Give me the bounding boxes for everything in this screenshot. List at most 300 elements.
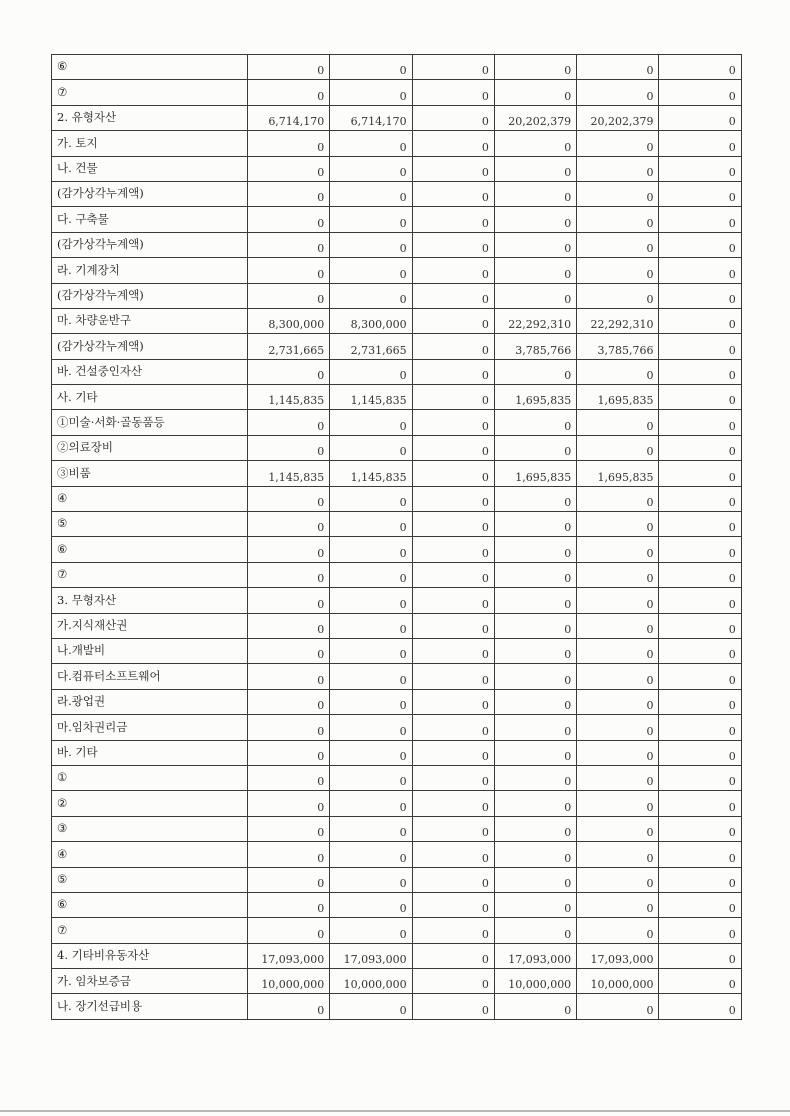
row-label: 가. 임차보증금 xyxy=(52,969,248,994)
amount-cell: 17,093,000 xyxy=(494,943,576,968)
row-label: 나. 건물 xyxy=(52,156,248,181)
amount-cell: 0 xyxy=(412,283,494,308)
amount-cell: 0 xyxy=(577,638,659,663)
row-label: (감가상각누계액) xyxy=(52,232,248,257)
amount-cell: 0 xyxy=(659,258,741,283)
amount-cell: 0 xyxy=(494,613,576,638)
row-label: ⑤ xyxy=(52,867,248,892)
amount-cell: 0 xyxy=(659,689,741,714)
table-row xyxy=(52,892,742,917)
amount-cell: 0 xyxy=(577,80,659,105)
amount-cell: 17,093,000 xyxy=(330,943,412,968)
amount-cell: 0 xyxy=(412,765,494,790)
amount-cell: 0 xyxy=(494,715,576,740)
amount-cell: 8,300,000 xyxy=(330,308,412,333)
amount-cell: 0 xyxy=(659,359,741,384)
table-row xyxy=(52,613,742,638)
amount-cell: 0 xyxy=(659,638,741,663)
amount-cell: 0 xyxy=(494,765,576,790)
amount-cell: 0 xyxy=(248,156,330,181)
amount-cell: 0 xyxy=(577,512,659,537)
amount-cell: 0 xyxy=(577,892,659,917)
row-label: ④ xyxy=(52,842,248,867)
table-row xyxy=(52,181,742,206)
table-row xyxy=(52,334,742,359)
amount-cell: 0 xyxy=(659,308,741,333)
amount-cell: 0 xyxy=(330,435,412,460)
amount-cell: 0 xyxy=(412,588,494,613)
amount-cell: 0 xyxy=(330,258,412,283)
amount-cell: 0 xyxy=(494,816,576,841)
amount-cell: 0 xyxy=(577,740,659,765)
amount-cell: 0 xyxy=(330,842,412,867)
amount-cell: 0 xyxy=(494,588,576,613)
amount-cell: 0 xyxy=(248,512,330,537)
amount-cell: 0 xyxy=(330,512,412,537)
amount-cell: 1,145,835 xyxy=(248,385,330,410)
amount-cell: 0 xyxy=(494,689,576,714)
amount-cell: 0 xyxy=(412,791,494,816)
row-label: 바. 기타 xyxy=(52,740,248,765)
amount-cell: 0 xyxy=(659,461,741,486)
row-label: 마. 차량운반구 xyxy=(52,308,248,333)
amount-cell: 0 xyxy=(248,131,330,156)
amount-cell: 0 xyxy=(659,816,741,841)
row-label: 사. 기타 xyxy=(52,385,248,410)
amount-cell: 0 xyxy=(494,435,576,460)
amount-cell: 0 xyxy=(248,435,330,460)
amount-cell: 0 xyxy=(659,435,741,460)
amount-cell: 0 xyxy=(494,207,576,232)
amount-cell: 0 xyxy=(330,664,412,689)
amount-cell: 0 xyxy=(330,207,412,232)
row-label: 2. 유형자산 xyxy=(52,105,248,130)
amount-cell: 1,145,835 xyxy=(330,385,412,410)
amount-cell: 0 xyxy=(248,715,330,740)
amount-cell: 0 xyxy=(330,156,412,181)
amount-cell: 0 xyxy=(330,232,412,257)
amount-cell: 0 xyxy=(577,156,659,181)
amount-cell: 3,785,766 xyxy=(494,334,576,359)
amount-cell: 0 xyxy=(412,842,494,867)
table-row xyxy=(52,435,742,460)
amount-cell: 22,292,310 xyxy=(577,308,659,333)
table-row xyxy=(52,943,742,968)
amount-cell: 0 xyxy=(494,842,576,867)
amount-cell: 0 xyxy=(494,156,576,181)
amount-cell: 0 xyxy=(659,385,741,410)
amount-cell: 0 xyxy=(330,740,412,765)
ledger-body xyxy=(52,55,742,1020)
table-row xyxy=(52,258,742,283)
amount-cell: 0 xyxy=(659,918,741,943)
amount-cell: 0 xyxy=(330,283,412,308)
row-label: ② xyxy=(52,791,248,816)
amount-cell: 0 xyxy=(330,765,412,790)
table-row xyxy=(52,740,742,765)
amount-cell: 0 xyxy=(659,740,741,765)
amount-cell: 0 xyxy=(659,588,741,613)
amount-cell: 0 xyxy=(248,410,330,435)
amount-cell: 0 xyxy=(577,816,659,841)
amount-cell: 0 xyxy=(330,562,412,587)
amount-cell: 1,695,835 xyxy=(577,461,659,486)
row-label: 라. 기계장치 xyxy=(52,258,248,283)
amount-cell: 0 xyxy=(330,486,412,511)
amount-cell: 0 xyxy=(494,80,576,105)
table-row xyxy=(52,918,742,943)
amount-cell: 0 xyxy=(412,232,494,257)
amount-cell: 0 xyxy=(412,689,494,714)
table-row xyxy=(52,969,742,994)
table-row xyxy=(52,55,742,80)
amount-cell: 0 xyxy=(248,918,330,943)
amount-cell: 0 xyxy=(330,892,412,917)
table-row xyxy=(52,664,742,689)
amount-cell: 0 xyxy=(412,816,494,841)
table-row xyxy=(52,867,742,892)
amount-cell: 0 xyxy=(248,588,330,613)
amount-cell: 0 xyxy=(248,232,330,257)
amount-cell: 0 xyxy=(659,283,741,308)
amount-cell: 0 xyxy=(330,537,412,562)
amount-cell: 0 xyxy=(577,765,659,790)
amount-cell: 0 xyxy=(659,537,741,562)
amount-cell: 0 xyxy=(412,461,494,486)
amount-cell: 0 xyxy=(494,892,576,917)
amount-cell: 0 xyxy=(248,842,330,867)
amount-cell: 0 xyxy=(412,740,494,765)
amount-cell: 1,145,835 xyxy=(330,461,412,486)
amount-cell: 0 xyxy=(248,994,330,1019)
asset-ledger-table xyxy=(51,54,742,1020)
amount-cell: 0 xyxy=(659,867,741,892)
amount-cell: 0 xyxy=(494,486,576,511)
amount-cell: 0 xyxy=(494,359,576,384)
amount-cell: 0 xyxy=(577,588,659,613)
amount-cell: 0 xyxy=(248,258,330,283)
amount-cell: 0 xyxy=(412,131,494,156)
amount-cell: 1,695,835 xyxy=(577,385,659,410)
row-label: 다.컴퓨터소프트웨어 xyxy=(52,664,248,689)
row-label: 4. 기타비유동자산 xyxy=(52,943,248,968)
row-label: 가.지식재산권 xyxy=(52,613,248,638)
table-row xyxy=(52,359,742,384)
amount-cell: 0 xyxy=(248,664,330,689)
page-bottom-edge xyxy=(0,1110,790,1112)
table-row xyxy=(52,715,742,740)
amount-cell: 0 xyxy=(412,969,494,994)
row-label: ③ xyxy=(52,816,248,841)
row-label: 라.광업권 xyxy=(52,689,248,714)
amount-cell: 0 xyxy=(577,486,659,511)
amount-cell: 0 xyxy=(412,156,494,181)
table-row xyxy=(52,994,742,1019)
amount-cell: 0 xyxy=(659,562,741,587)
amount-cell: 0 xyxy=(659,55,741,80)
amount-cell: 20,202,379 xyxy=(494,105,576,130)
amount-cell: 0 xyxy=(494,131,576,156)
amount-cell: 0 xyxy=(577,258,659,283)
amount-cell: 0 xyxy=(412,664,494,689)
amount-cell: 0 xyxy=(412,55,494,80)
amount-cell: 0 xyxy=(248,613,330,638)
amount-cell: 0 xyxy=(412,486,494,511)
amount-cell: 0 xyxy=(659,410,741,435)
amount-cell: 10,000,000 xyxy=(577,969,659,994)
amount-cell: 0 xyxy=(248,537,330,562)
row-label: ②의료장비 xyxy=(52,435,248,460)
table-row xyxy=(52,562,742,587)
amount-cell: 0 xyxy=(577,791,659,816)
amount-cell: 0 xyxy=(412,918,494,943)
amount-cell: 0 xyxy=(412,994,494,1019)
amount-cell: 0 xyxy=(577,410,659,435)
amount-cell: 0 xyxy=(248,80,330,105)
table-row xyxy=(52,765,742,790)
amount-cell: 0 xyxy=(494,664,576,689)
amount-cell: 0 xyxy=(412,435,494,460)
amount-cell: 0 xyxy=(330,181,412,206)
row-label: 다. 구축물 xyxy=(52,207,248,232)
table-row xyxy=(52,588,742,613)
table-row xyxy=(52,537,742,562)
amount-cell: 0 xyxy=(330,918,412,943)
table-row xyxy=(52,816,742,841)
amount-cell: 0 xyxy=(659,969,741,994)
amount-cell: 0 xyxy=(412,410,494,435)
amount-cell: 0 xyxy=(494,638,576,663)
amount-cell: 0 xyxy=(494,740,576,765)
amount-cell: 0 xyxy=(248,765,330,790)
amount-cell: 0 xyxy=(248,486,330,511)
amount-cell: 0 xyxy=(248,689,330,714)
row-label: 마.임차권리금 xyxy=(52,715,248,740)
row-label: ⑥ xyxy=(52,537,248,562)
amount-cell: 0 xyxy=(412,537,494,562)
amount-cell: 0 xyxy=(577,689,659,714)
amount-cell: 0 xyxy=(330,867,412,892)
amount-cell: 0 xyxy=(659,512,741,537)
row-label: (감가상각누계액) xyxy=(52,283,248,308)
table-row xyxy=(52,689,742,714)
table-row xyxy=(52,232,742,257)
amount-cell: 0 xyxy=(577,232,659,257)
row-label: ③비품 xyxy=(52,461,248,486)
amount-cell: 3,785,766 xyxy=(577,334,659,359)
row-label: ⑦ xyxy=(52,918,248,943)
amount-cell: 0 xyxy=(248,816,330,841)
amount-cell: 0 xyxy=(412,359,494,384)
table-row xyxy=(52,638,742,663)
amount-cell: 0 xyxy=(659,207,741,232)
row-label: ⑥ xyxy=(52,55,248,80)
amount-cell: 2,731,665 xyxy=(330,334,412,359)
amount-cell: 0 xyxy=(494,283,576,308)
row-label: 3. 무형자산 xyxy=(52,588,248,613)
row-label: ⑦ xyxy=(52,562,248,587)
amount-cell: 10,000,000 xyxy=(330,969,412,994)
amount-cell: 0 xyxy=(330,131,412,156)
amount-cell: 0 xyxy=(577,207,659,232)
amount-cell: 0 xyxy=(659,613,741,638)
row-label: 나.개발비 xyxy=(52,638,248,663)
amount-cell: 0 xyxy=(659,994,741,1019)
amount-cell: 8,300,000 xyxy=(248,308,330,333)
row-label: ④ xyxy=(52,486,248,511)
amount-cell: 0 xyxy=(248,638,330,663)
amount-cell: 0 xyxy=(659,105,741,130)
amount-cell: 0 xyxy=(659,664,741,689)
amount-cell: 17,093,000 xyxy=(248,943,330,968)
amount-cell: 0 xyxy=(412,638,494,663)
amount-cell: 0 xyxy=(412,334,494,359)
amount-cell: 0 xyxy=(412,308,494,333)
amount-cell: 2,731,665 xyxy=(248,334,330,359)
amount-cell: 0 xyxy=(248,359,330,384)
amount-cell: 0 xyxy=(330,588,412,613)
amount-cell: 0 xyxy=(659,943,741,968)
amount-cell: 0 xyxy=(577,283,659,308)
amount-cell: 0 xyxy=(494,258,576,283)
amount-cell: 0 xyxy=(330,791,412,816)
row-label: 나. 장기선급비용 xyxy=(52,994,248,1019)
amount-cell: 0 xyxy=(659,486,741,511)
amount-cell: 0 xyxy=(412,613,494,638)
row-label: ① xyxy=(52,765,248,790)
table-row xyxy=(52,410,742,435)
amount-cell: 0 xyxy=(577,867,659,892)
amount-cell: 0 xyxy=(412,181,494,206)
table-row xyxy=(52,461,742,486)
table-row xyxy=(52,512,742,537)
amount-cell: 0 xyxy=(577,842,659,867)
amount-cell: 0 xyxy=(412,943,494,968)
amount-cell: 0 xyxy=(412,512,494,537)
amount-cell: 0 xyxy=(248,791,330,816)
table-row xyxy=(52,131,742,156)
amount-cell: 10,000,000 xyxy=(248,969,330,994)
amount-cell: 0 xyxy=(248,740,330,765)
amount-cell: 17,093,000 xyxy=(577,943,659,968)
amount-cell: 0 xyxy=(330,715,412,740)
amount-cell: 10,000,000 xyxy=(494,969,576,994)
table-row xyxy=(52,105,742,130)
amount-cell: 0 xyxy=(330,613,412,638)
amount-cell: 0 xyxy=(412,562,494,587)
row-label: ①미술·서화·골동품등 xyxy=(52,410,248,435)
row-label: ⑤ xyxy=(52,512,248,537)
amount-cell: 6,714,170 xyxy=(330,105,412,130)
amount-cell: 0 xyxy=(494,867,576,892)
amount-cell: 0 xyxy=(330,689,412,714)
table-row xyxy=(52,842,742,867)
amount-cell: 0 xyxy=(412,867,494,892)
table-row xyxy=(52,156,742,181)
table-row xyxy=(52,308,742,333)
table-row xyxy=(52,486,742,511)
amount-cell: 0 xyxy=(330,816,412,841)
amount-cell: 0 xyxy=(494,994,576,1019)
amount-cell: 0 xyxy=(494,410,576,435)
amount-cell: 0 xyxy=(577,55,659,80)
amount-cell: 0 xyxy=(577,613,659,638)
row-label: 바. 건설중인자산 xyxy=(52,359,248,384)
row-label: (감가상각누계액) xyxy=(52,334,248,359)
amount-cell: 0 xyxy=(494,181,576,206)
amount-cell: 0 xyxy=(577,562,659,587)
amount-cell: 0 xyxy=(494,512,576,537)
amount-cell: 0 xyxy=(577,918,659,943)
amount-cell: 0 xyxy=(412,258,494,283)
amount-cell: 0 xyxy=(577,994,659,1019)
amount-cell: 0 xyxy=(330,638,412,663)
amount-cell: 0 xyxy=(248,55,330,80)
amount-cell: 1,695,835 xyxy=(494,461,576,486)
amount-cell: 0 xyxy=(412,80,494,105)
amount-cell: 0 xyxy=(248,181,330,206)
amount-cell: 0 xyxy=(659,765,741,790)
row-label: (감가상각누계액) xyxy=(52,181,248,206)
amount-cell: 0 xyxy=(659,181,741,206)
amount-cell: 0 xyxy=(494,562,576,587)
amount-cell: 0 xyxy=(577,715,659,740)
row-label: ⑥ xyxy=(52,892,248,917)
amount-cell: 6,714,170 xyxy=(248,105,330,130)
amount-cell: 0 xyxy=(494,918,576,943)
amount-cell: 0 xyxy=(577,131,659,156)
table-row xyxy=(52,207,742,232)
amount-cell: 0 xyxy=(577,537,659,562)
amount-cell: 0 xyxy=(248,892,330,917)
amount-cell: 0 xyxy=(330,80,412,105)
amount-cell: 0 xyxy=(494,791,576,816)
amount-cell: 0 xyxy=(494,232,576,257)
amount-cell: 0 xyxy=(412,105,494,130)
amount-cell: 0 xyxy=(330,55,412,80)
amount-cell: 0 xyxy=(577,435,659,460)
amount-cell: 0 xyxy=(330,359,412,384)
amount-cell: 0 xyxy=(659,80,741,105)
table-row xyxy=(52,80,742,105)
amount-cell: 0 xyxy=(248,207,330,232)
amount-cell: 0 xyxy=(659,842,741,867)
amount-cell: 0 xyxy=(577,359,659,384)
amount-cell: 0 xyxy=(412,892,494,917)
amount-cell: 0 xyxy=(659,892,741,917)
amount-cell: 0 xyxy=(248,867,330,892)
row-label: 가. 토지 xyxy=(52,131,248,156)
row-label: ⑦ xyxy=(52,80,248,105)
amount-cell: 0 xyxy=(659,715,741,740)
amount-cell: 0 xyxy=(412,385,494,410)
table-row xyxy=(52,283,742,308)
amount-cell: 0 xyxy=(577,181,659,206)
amount-cell: 1,145,835 xyxy=(248,461,330,486)
table-row xyxy=(52,385,742,410)
amount-cell: 0 xyxy=(412,715,494,740)
amount-cell: 0 xyxy=(494,537,576,562)
amount-cell: 0 xyxy=(248,283,330,308)
amount-cell: 0 xyxy=(659,232,741,257)
amount-cell: 0 xyxy=(330,410,412,435)
amount-cell: 1,695,835 xyxy=(494,385,576,410)
amount-cell: 0 xyxy=(577,664,659,689)
amount-cell: 0 xyxy=(248,562,330,587)
amount-cell: 0 xyxy=(494,55,576,80)
amount-cell: 20,202,379 xyxy=(577,105,659,130)
amount-cell: 0 xyxy=(412,207,494,232)
